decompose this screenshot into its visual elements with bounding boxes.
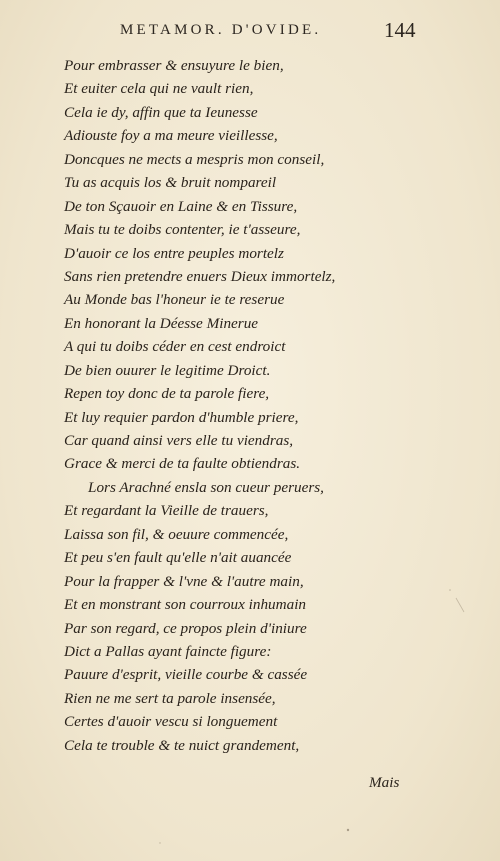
verse-line: A qui tu doibs céder en cest endroict <box>64 338 286 356</box>
verse-line: Adiouste foy a ma meure vieillesse, <box>64 127 278 145</box>
verse-line: Tu as acquis los & bruit nompareil <box>64 174 277 192</box>
verse-line: Car quand ainsi vers elle tu viendras, <box>64 432 294 449</box>
verse-line: En honorant la Déesse Mineruе <box>64 314 259 332</box>
verse-line: Par son regard, ce propos plein d'iniure <box>64 619 307 637</box>
running-title: METAMOR. D'OVIDE. <box>120 22 322 38</box>
verse-text <box>64 54 424 757</box>
verse-line: Lors Arachné ensla son cueur peruers, <box>88 478 324 496</box>
verse-line: Pour la frapper & l'vne & l'autre main, <box>64 572 304 590</box>
verse-line: De bien ouurer le legitime Droict. <box>64 361 271 379</box>
verse-line: Sans rien pretendre enuers Dieux immortelz, <box>64 267 336 285</box>
verse-line: Et luy requier pardon d'humble priere, <box>64 408 299 426</box>
page-number: 144 <box>384 18 416 42</box>
page-header <box>0 18 500 48</box>
verse-line: Dict a Pallas ayant faincte figure: <box>64 642 272 660</box>
verse-line: Laissa son fil, & oeuure commencée, <box>64 525 289 543</box>
verse-line: Au Monde bas l'honeur ie te reserue <box>64 291 285 309</box>
verse-line: Pour embrasser & ensuyure le bien, <box>64 57 284 74</box>
verse-line: Rien ne me sert ta parole insensée, <box>64 689 276 707</box>
verse-line: Pauure d'esprit, vieille courbe & cassée <box>64 666 308 684</box>
catchword: Mais <box>369 774 400 791</box>
verse-line: De ton Sçauoir en Laine & en Tissure, <box>64 197 298 215</box>
verse-line: Et regardant la Vieille de trauers, <box>64 502 269 520</box>
verse-line: Doncques ne mects a mespris mon conseil, <box>64 150 325 168</box>
verse-line: Et euiter cela qui ne vault rien, <box>64 80 254 98</box>
verse-line: Cela te trouble & te nuict grandement, <box>64 736 300 754</box>
verse-line: Certes d'auoir vescu si longuement <box>64 713 278 731</box>
verse-line: D'auoir ce los entre peuples mortelz <box>64 244 284 262</box>
verse-line: Mais tu te doibs contenter, ie t'asseure, <box>64 221 301 239</box>
verse-line: Et peu s'en fault qu'elle n'ait auancée <box>64 549 292 567</box>
verse-line: Cela ie dy, affin que ta Ieunesse <box>64 103 258 121</box>
verse-line: Et en monstrant son courroux inhumain <box>64 596 307 614</box>
verse-line: Grace & merci de ta faulte obtiendras. <box>64 455 301 473</box>
verse-line: Repen toy donc de ta parole fiere, <box>64 385 270 403</box>
